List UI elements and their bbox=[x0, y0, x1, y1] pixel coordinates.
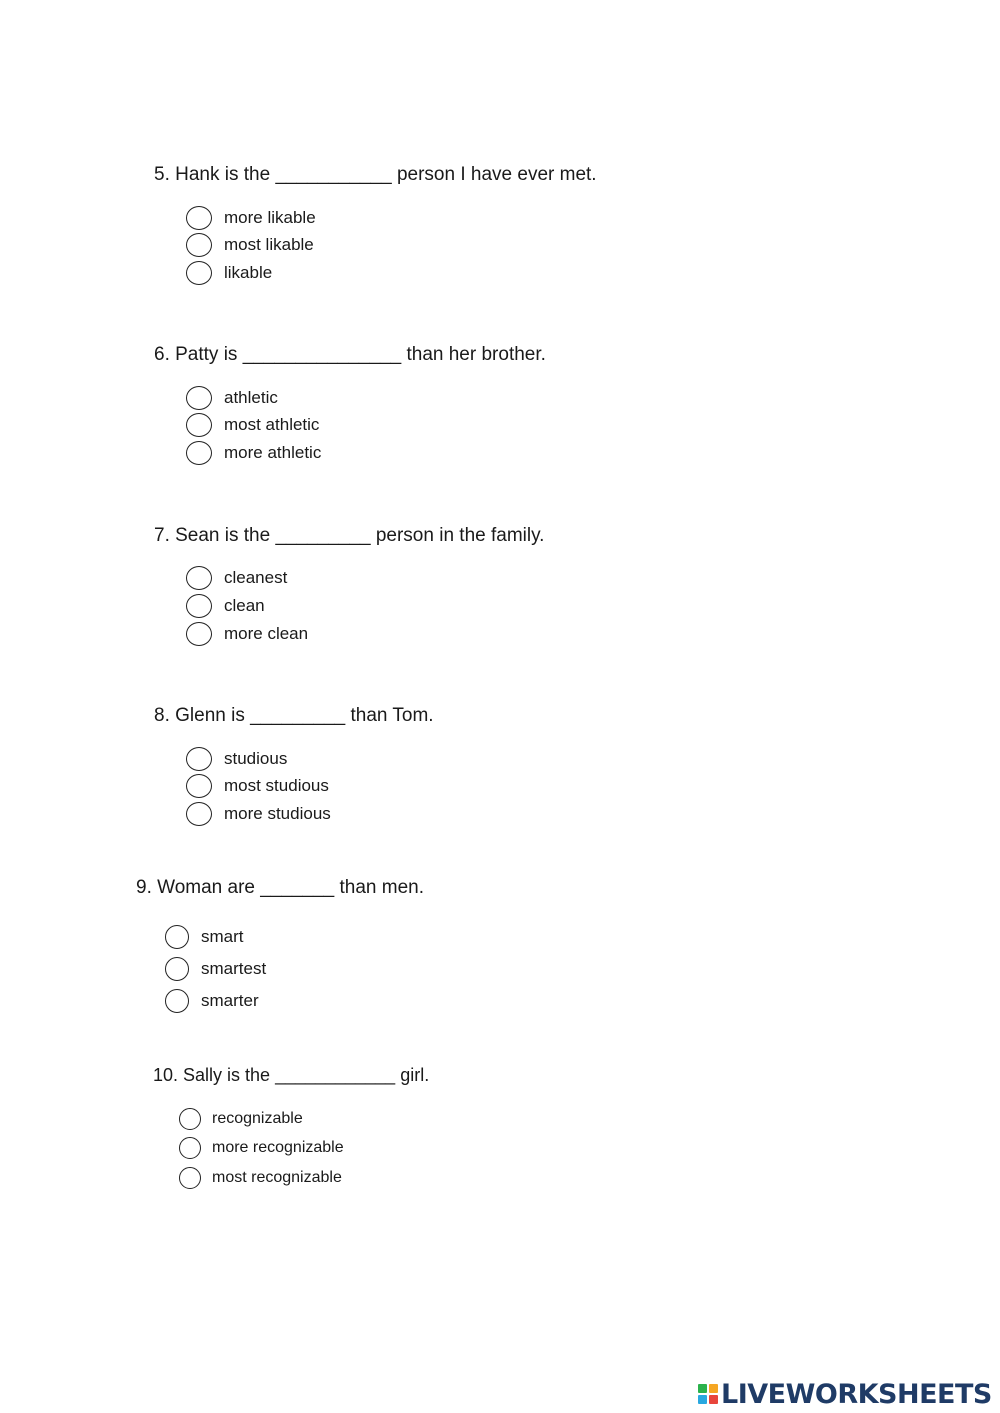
radio-button[interactable] bbox=[186, 747, 212, 771]
radio-button[interactable] bbox=[186, 413, 212, 437]
radio-button[interactable] bbox=[179, 1108, 201, 1130]
option-label: more recognizable bbox=[212, 1139, 344, 1156]
answer-option[interactable] bbox=[186, 564, 287, 592]
answer-option[interactable] bbox=[186, 411, 319, 439]
answer-option[interactable] bbox=[186, 620, 308, 648]
answer-option[interactable] bbox=[165, 985, 259, 1017]
radio-button[interactable] bbox=[186, 774, 212, 798]
option-label: most likable bbox=[224, 235, 314, 254]
radio-button[interactable] bbox=[179, 1137, 201, 1159]
radio-button[interactable] bbox=[186, 261, 212, 285]
answer-option[interactable] bbox=[186, 231, 314, 259]
radio-button[interactable] bbox=[186, 441, 212, 465]
answer-option[interactable] bbox=[186, 204, 316, 232]
option-label: smarter bbox=[201, 991, 259, 1010]
answer-option[interactable] bbox=[165, 953, 266, 985]
question-stem: 7. Sean is the _________ person in the family. bbox=[154, 525, 545, 546]
liveworksheets-logo-icon bbox=[698, 1384, 718, 1404]
option-label: more studious bbox=[224, 804, 331, 823]
radio-button[interactable] bbox=[186, 206, 212, 230]
radio-button[interactable] bbox=[165, 957, 189, 981]
option-label: likable bbox=[224, 263, 273, 282]
answer-option[interactable] bbox=[186, 439, 321, 467]
option-label: most studious bbox=[224, 776, 329, 795]
logo-text: LIVEWORKSHEETS bbox=[721, 1378, 992, 1410]
answer-option[interactable] bbox=[179, 1163, 342, 1193]
answer-option[interactable] bbox=[179, 1104, 303, 1134]
answer-option[interactable] bbox=[186, 592, 265, 620]
logo-square bbox=[709, 1395, 718, 1404]
radio-button[interactable] bbox=[186, 622, 212, 646]
radio-button[interactable] bbox=[186, 233, 212, 257]
radio-button[interactable] bbox=[165, 989, 189, 1013]
option-label: cleanest bbox=[224, 568, 288, 587]
logo-square bbox=[698, 1395, 707, 1404]
option-label: more likable bbox=[224, 208, 316, 227]
option-label: smartest bbox=[201, 959, 267, 978]
option-label: recognizable bbox=[212, 1110, 303, 1127]
question-stem: 9. Woman are _______ than men. bbox=[136, 877, 425, 898]
radio-button[interactable] bbox=[186, 566, 212, 590]
answer-option[interactable] bbox=[186, 745, 287, 773]
radio-button[interactable] bbox=[179, 1167, 201, 1189]
option-label: most athletic bbox=[224, 415, 320, 434]
option-label: clean bbox=[224, 596, 265, 615]
answer-option[interactable] bbox=[179, 1133, 344, 1163]
option-label: smart bbox=[201, 927, 244, 946]
option-label: more clean bbox=[224, 624, 309, 643]
option-label: studious bbox=[224, 749, 288, 768]
radio-button[interactable] bbox=[186, 594, 212, 618]
answer-option[interactable] bbox=[186, 259, 272, 287]
option-label: most recognizable bbox=[212, 1169, 342, 1186]
logo-square bbox=[698, 1384, 707, 1393]
liveworksheets-logo bbox=[698, 1378, 992, 1410]
question-stem: 5. Hank is the ___________ person I have ever met. bbox=[154, 164, 597, 185]
logo-square bbox=[709, 1384, 718, 1393]
answer-option[interactable] bbox=[186, 772, 329, 800]
option-label: athletic bbox=[224, 388, 278, 407]
radio-button[interactable] bbox=[165, 925, 189, 949]
answer-option[interactable] bbox=[186, 800, 331, 828]
radio-button[interactable] bbox=[186, 386, 212, 410]
question-stem: 6. Patty is _______________ than her brother. bbox=[154, 344, 546, 365]
radio-button[interactable] bbox=[186, 802, 212, 826]
answer-option[interactable] bbox=[165, 921, 244, 953]
question-stem: 10. Sally is the ____________ girl. bbox=[153, 1065, 430, 1085]
option-label: more athletic bbox=[224, 443, 322, 462]
answer-option[interactable] bbox=[186, 384, 278, 412]
question-stem: 8. Glenn is _________ than Tom. bbox=[154, 705, 434, 726]
